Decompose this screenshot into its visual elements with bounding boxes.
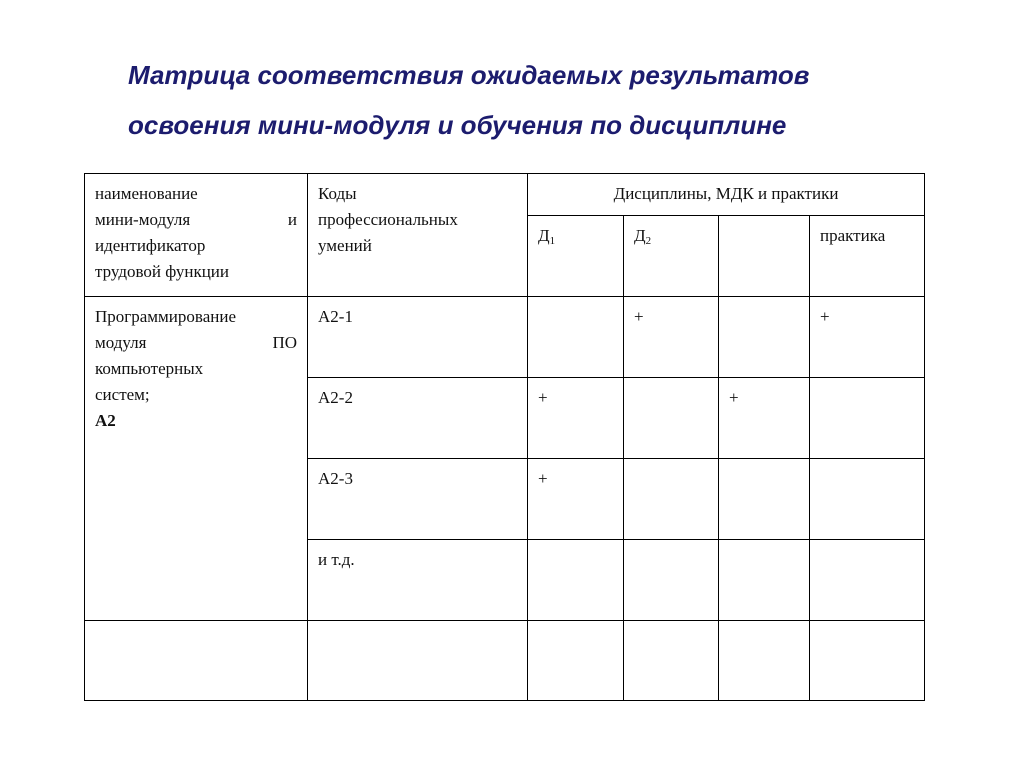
code-cell: А2-2 — [308, 378, 528, 459]
module-id: А2 — [95, 411, 116, 430]
header-d2-cell: $Д_2$ — [624, 216, 719, 297]
header-codes-cell: Коды профессиональных умений — [308, 174, 528, 297]
col3-cell — [719, 540, 810, 621]
table-row — [85, 297, 925, 378]
d1-cell: + — [528, 459, 624, 540]
empty-cell — [528, 621, 624, 701]
empty-cell — [810, 621, 925, 701]
d1-cell: + — [528, 378, 624, 459]
header-d1-cell: $Д_1$ — [528, 216, 624, 297]
header-row-1 — [85, 174, 925, 216]
practice-cell: + — [810, 297, 925, 378]
title-line-1: Матрица соответствия ожидаемых результатов — [128, 60, 810, 90]
empty-cell — [624, 621, 719, 701]
table-row-empty — [85, 621, 925, 701]
practice-cell — [810, 459, 925, 540]
competency-matrix-table — [84, 173, 925, 701]
code-cell: А2-1 — [308, 297, 528, 378]
empty-cell — [308, 621, 528, 701]
code-cell: и т.д. — [308, 540, 528, 621]
code-cell: А2-3 — [308, 459, 528, 540]
header-disciplines-cell: Дисциплины, МДК и практики — [528, 174, 925, 216]
empty-cell — [719, 621, 810, 701]
d1-cell — [528, 540, 624, 621]
slide-title — [128, 50, 988, 150]
d1-cell — [528, 297, 624, 378]
col3-cell — [719, 297, 810, 378]
practice-cell — [810, 378, 925, 459]
d2-cell — [624, 378, 719, 459]
module-name-cell: Программирование модуля ПО компьютерных систем; А2 — [85, 297, 308, 621]
d2-cell — [624, 540, 719, 621]
d2-cell: + — [624, 297, 719, 378]
header-name-cell: наименование мини-модуля и идентификатор трудовой функции — [85, 174, 308, 297]
col3-cell: + — [719, 378, 810, 459]
d2-cell — [624, 459, 719, 540]
header-col3-cell — [719, 216, 810, 297]
empty-cell — [85, 621, 308, 701]
practice-cell — [810, 540, 925, 621]
title-line-2: освоения мини-модуля и обучения по дисциплине — [128, 110, 787, 140]
header-practice-cell: практика — [810, 216, 925, 297]
col3-cell — [719, 459, 810, 540]
